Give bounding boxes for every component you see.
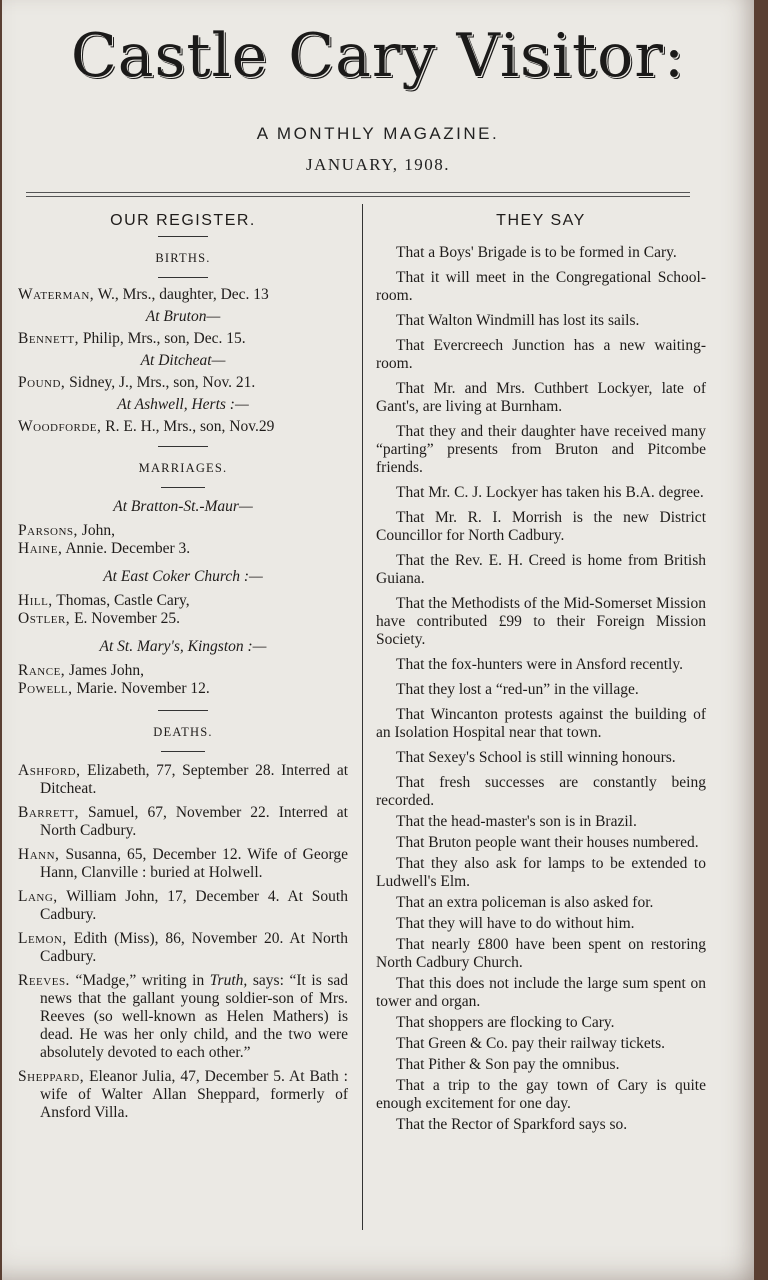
divider-dash xyxy=(161,751,205,752)
deaths-heading: DEATHS. xyxy=(153,725,213,739)
birth-entry xyxy=(18,330,348,348)
death-entry xyxy=(18,804,348,840)
magazine-page xyxy=(2,0,754,1280)
entry-surname: Hann, xyxy=(18,846,60,863)
entry-surname: Parsons, xyxy=(18,522,78,539)
they-say-item: That Sexey's School is still winning honours. xyxy=(396,749,676,766)
entry-surname: Powell, xyxy=(18,680,73,697)
entry-text: W., Mrs., daughter, Dec. 13 xyxy=(94,286,269,303)
entry-text: James John, xyxy=(65,662,144,679)
they-say-item: That it will meet in the Congregational School-room. xyxy=(376,269,706,304)
entry-text: Philip, Mrs., son, Dec. 15. xyxy=(78,330,246,347)
death-entry xyxy=(18,762,348,798)
masthead-subtitle: A MONTHLY MAGAZINE. xyxy=(256,124,500,143)
masthead-title: Castle Cary Visitor: xyxy=(70,21,686,91)
they-say-item: That the Rev. E. H. Creed is home from British Guiana. xyxy=(376,552,706,587)
entry-text: Elizabeth, 77, September 28. Interred at Ditcheat. xyxy=(40,762,348,797)
entry-surname: Woodforde, xyxy=(18,418,102,435)
they-say-item: That they will have to do without him. xyxy=(396,915,635,932)
death-entry xyxy=(18,930,348,966)
they-say-item: That the fox-hunters were in Ansford recently. xyxy=(396,656,683,673)
they-say-item: That the Rector of Sparkford says so. xyxy=(396,1116,628,1133)
place-heading: At East Coker Church :— xyxy=(103,568,263,585)
entry-text: Thomas, Castle Cary, xyxy=(52,592,190,609)
entry-text: Susanna, 65, December 12. Wife of George Hann, Clanville : buried at Holwell. xyxy=(40,846,348,881)
marriage-line xyxy=(18,610,348,628)
they-say-item: That nearly £800 have been spent on restoring North Cadbury Church. xyxy=(376,936,706,971)
marriage-line xyxy=(18,540,348,558)
they-say-item: That the Methodists of the Mid-Somerset Mission have contributed £99 to their Foreign Mission Society. xyxy=(376,595,706,648)
they-say-item: That a trip to the gay town of Cary is quite enough excitement for one day. xyxy=(376,1077,706,1112)
they-say-item: That an extra policeman is also asked for. xyxy=(396,894,654,911)
entry-surname: Reeves. xyxy=(18,972,70,989)
entry-surname: Lang, xyxy=(18,888,58,905)
they-say-item: That they lost a “red-un” in the village. xyxy=(396,681,639,698)
birth-entry xyxy=(18,374,348,392)
entry-surname: Bennett, xyxy=(18,330,79,347)
they-say-item: That Walton Windmill has lost its sails. xyxy=(396,312,640,329)
place-heading: At St. Mary's, Kingston :— xyxy=(99,638,267,655)
entry-surname: Hill, xyxy=(18,592,53,609)
they-say-item: That Mr. R. I. Morrish is the new District Councillor for North Cadbury. xyxy=(376,509,706,544)
births-list xyxy=(18,286,348,436)
marriage-line xyxy=(18,662,348,680)
entry-surname: Ostler, xyxy=(18,610,71,627)
entry-surname: Sheppard, xyxy=(18,1068,85,1085)
header-rule xyxy=(26,192,690,193)
marriage-line xyxy=(18,522,348,540)
deaths-list xyxy=(18,762,348,1122)
issue-date: JANUARY, 1908. xyxy=(306,155,450,174)
entry-text: Eleanor Julia, 47, December 5. At Bath : wife of Walter Allan Sheppard, formerly of Ansford Villa. xyxy=(40,1068,348,1121)
entry-text: Marie. November 12. xyxy=(72,680,210,697)
entry-text: Edith (Miss), 86, November 20. At North Cadbury. xyxy=(40,930,348,965)
marriage-line xyxy=(18,592,348,610)
header-rule-lower xyxy=(26,196,690,197)
they-say-item: That a Boys' Brigade is to be formed in Cary. xyxy=(396,244,677,261)
they-say-item: That Mr. C. J. Lockyer has taken his B.A. degree. xyxy=(396,484,704,501)
entry-text: E. November 25. xyxy=(70,610,180,627)
divider-dash xyxy=(158,236,208,237)
entry-text: Samuel, 67, November 22. Interred at North Cadbury. xyxy=(40,804,348,839)
register-column xyxy=(18,212,348,1128)
birth-entry xyxy=(18,418,348,436)
they-say-item: That the head-master's son is in Brazil. xyxy=(396,813,637,830)
entry-surname: Barrett, xyxy=(18,804,79,821)
death-entry xyxy=(18,888,348,924)
they-say-item: That Evercreech Junction has a new waiting-room. xyxy=(376,337,706,372)
they-say-item: That Mr. and Mrs. Cuthbert Lockyer, late of Gant's, are living at Burnham. xyxy=(376,380,706,415)
they-say-item: That shoppers are flocking to Cary. xyxy=(396,1014,615,1031)
divider-dash xyxy=(161,487,205,488)
register-heading: OUR REGISTER. xyxy=(110,212,256,229)
entry-surname: Waterman, xyxy=(18,286,95,303)
birth-entry xyxy=(18,286,348,304)
entry-text: John, xyxy=(77,522,115,539)
they-say-column xyxy=(376,212,706,1137)
entry-text: R. E. H., Mrs., son, Nov.29 xyxy=(101,418,275,435)
they-say-item: That this does not include the large sum spent on tower and organ. xyxy=(376,975,706,1010)
place-heading: At Bruton— xyxy=(145,308,221,325)
marriage-line xyxy=(18,680,348,698)
entry-text: “Madge,” writing in xyxy=(69,972,210,989)
births-heading: BIRTHS. xyxy=(155,251,211,265)
place-heading: At Ditcheat— xyxy=(140,352,226,369)
they-say-item: That Wincanton protests against the building of an Isolation Hospital near that town. xyxy=(376,706,706,741)
divider-dash xyxy=(158,446,208,447)
divider-dash xyxy=(158,277,208,278)
divider-dash xyxy=(158,710,208,711)
death-entry xyxy=(18,846,348,882)
entry-text: William John, 17, December 4. At South Cadbury. xyxy=(40,888,348,923)
death-entry xyxy=(18,972,348,1062)
entry-surname: Pound, xyxy=(18,374,66,391)
entry-surname: Rance, xyxy=(18,662,66,679)
they-say-heading: THEY SAY xyxy=(496,212,586,229)
they-say-list xyxy=(376,244,706,1134)
entry-text: Annie. December 3. xyxy=(62,540,191,557)
entry-surname: Ashford, xyxy=(18,762,81,779)
entry-italic: Truth, xyxy=(209,972,248,989)
marriages-heading: MARRIAGES. xyxy=(138,461,228,475)
they-say-item: That Bruton people want their houses numbered. xyxy=(396,834,699,851)
entry-text: Sidney, J., Mrs., son, Nov. 21. xyxy=(65,374,256,391)
they-say-item: That they and their daughter have received many “parting” presents from Bruton and Pitcombe friends. xyxy=(376,423,706,476)
entry-surname: Haine, xyxy=(18,540,63,557)
they-say-item: That fresh successes are constantly being recorded. xyxy=(376,774,706,809)
place-heading: At Ashwell, Herts :— xyxy=(117,396,249,413)
they-say-item: That they also ask for lamps to be extended to Ludwell's Elm. xyxy=(376,855,706,890)
they-say-item: That Green & Co. pay their railway tickets. xyxy=(396,1035,666,1052)
entry-text: says: “It is sad news that the gallant young soldier-son of Mrs. Reeves (so well-known as Helen Mathers) is dead. He was her only child, and the two were absolutely devoted to each other.” xyxy=(40,972,348,1061)
column-divider xyxy=(362,204,363,1230)
death-entry xyxy=(18,1068,348,1122)
entry-surname: Lemon, xyxy=(18,930,67,947)
they-say-item: That Pither & Son pay the omnibus. xyxy=(396,1056,620,1073)
place-heading: At Bratton-St.-Maur— xyxy=(113,498,253,515)
marriages-list xyxy=(18,498,348,698)
